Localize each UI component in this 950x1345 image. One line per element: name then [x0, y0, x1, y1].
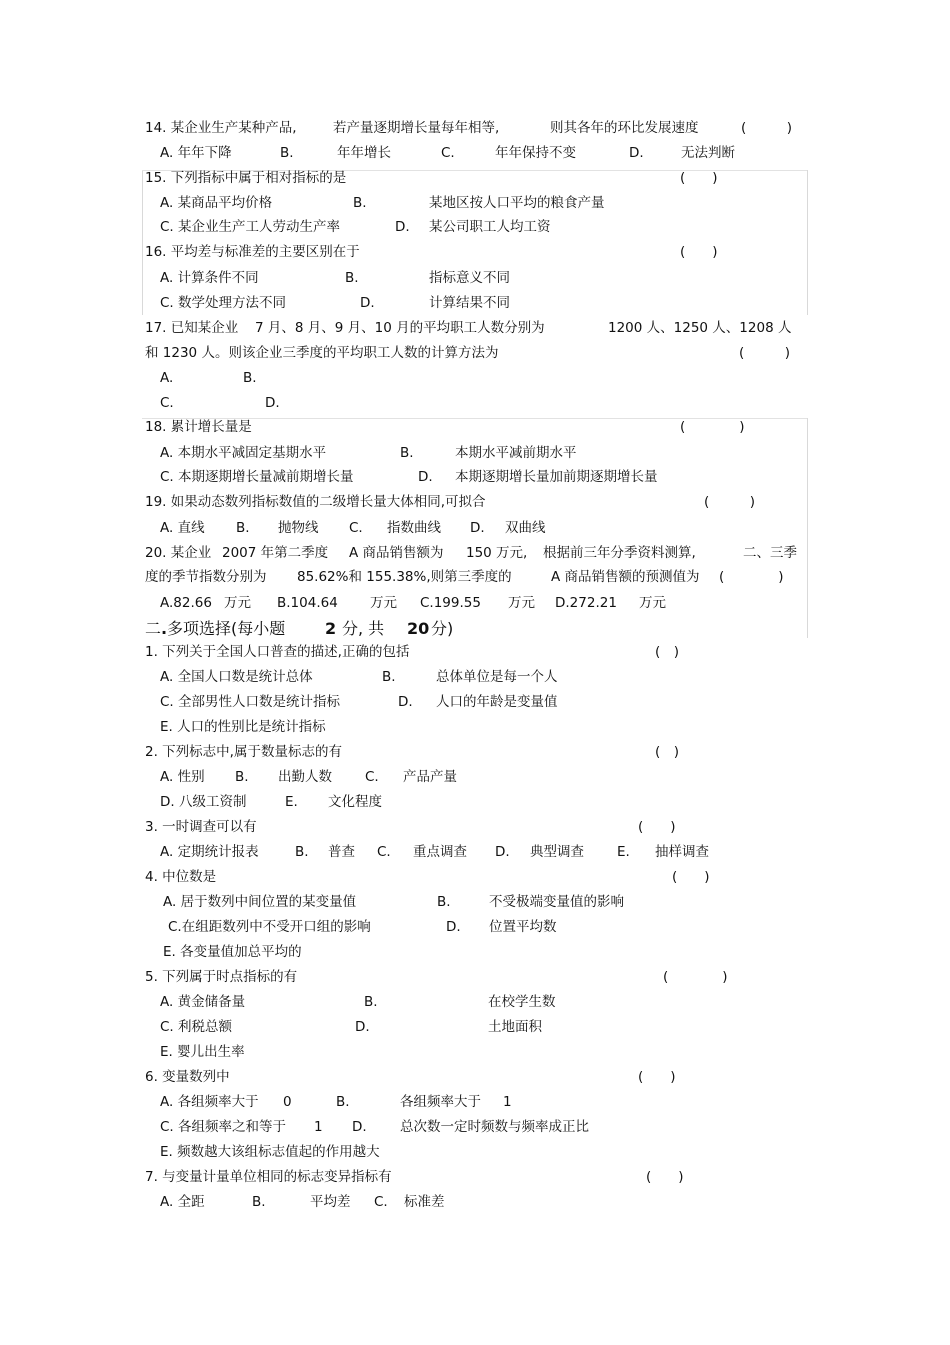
answer-paren: ( ) — [655, 644, 680, 660]
answer-paren: ( ) — [680, 170, 718, 186]
answer-paren: ( ) — [638, 819, 676, 835]
answer-paren: ( ) — [704, 494, 756, 510]
answer-paren: ( ) — [655, 744, 680, 760]
border-right — [807, 418, 808, 638]
answer-paren: ( ) — [680, 244, 718, 260]
answer-paren: ( ) — [638, 1069, 676, 1085]
border-left — [142, 170, 143, 315]
answer-paren: ( ) — [741, 120, 793, 136]
answer-paren: ( ) — [719, 569, 784, 585]
answer-paren: ( ) — [646, 1169, 684, 1185]
answer-paren: ( ) — [663, 969, 728, 985]
border-right — [807, 170, 808, 315]
answer-paren: ( ) — [672, 869, 710, 885]
answer-paren: ( ) — [739, 345, 791, 361]
answer-paren: ( ) — [680, 419, 745, 435]
